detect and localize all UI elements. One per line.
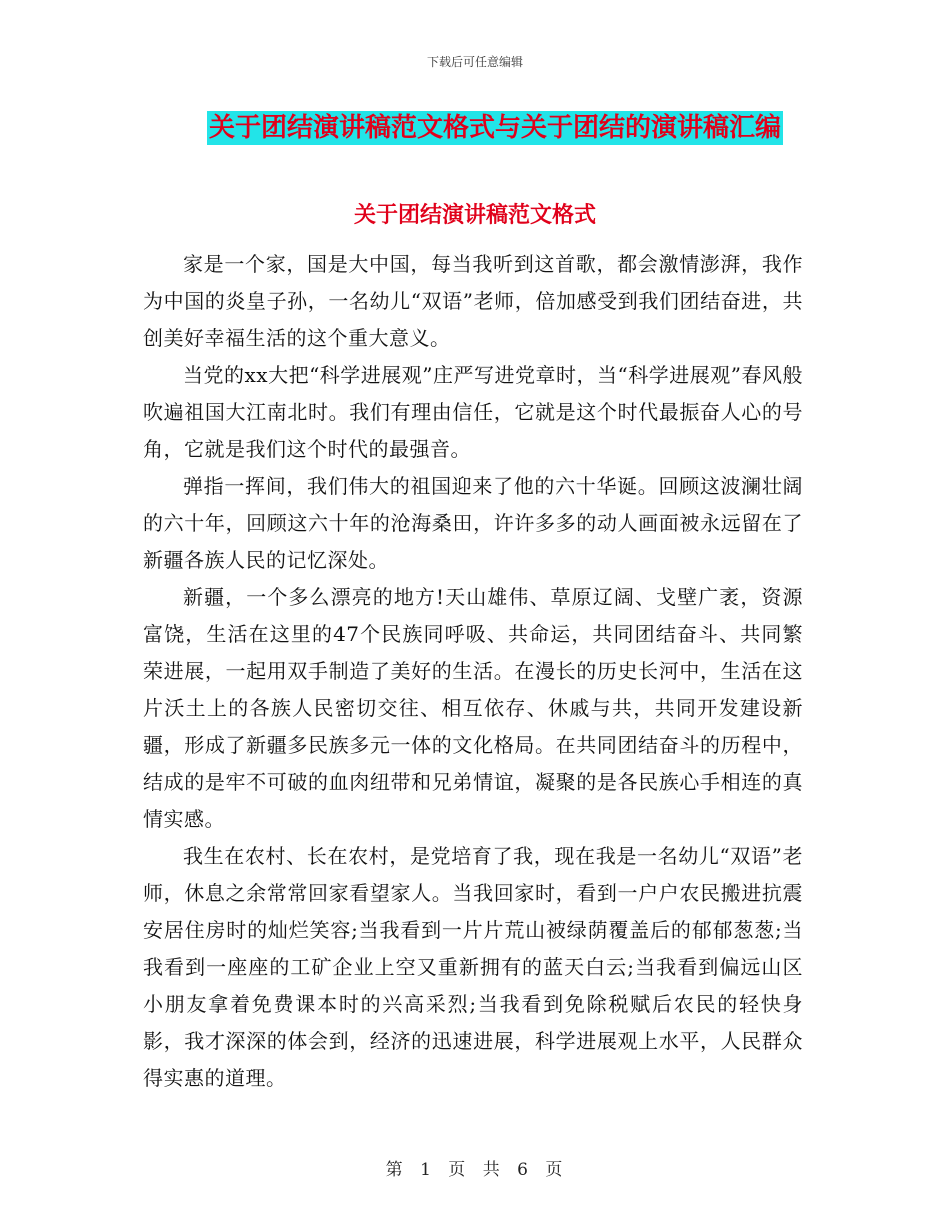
- paragraph: 新疆，一个多么漂亮的地方!天山雄伟、草原辽阔、戈壁广袤，资源富饶，生活在这里的47个民族同呼吸、共命运，共同团结奋斗、共同繁荣进展，一起用双手制造了美好的生活。在漫长的历史长河中，生活在这片沃土上的各族人民密切交往、相互依存、休戚与共，共同开发建设新疆，形成了新疆多民族多元一体的文化格局。在共同团结奋斗的历程中，结成的是牢不可破的血肉纽带和兄弟情谊，凝聚的是各民族心手相连的真情实感。: [143, 585, 803, 831]
- body-text: [143, 246, 803, 1097]
- header-note: 下载后可任意编辑: [426, 55, 523, 69]
- page-footer: [0, 1155, 950, 1180]
- main-title: 关于团结演讲稿范文格式与关于团结的演讲稿汇编: [209, 113, 782, 143]
- current-page-number: 1: [420, 1160, 433, 1180]
- footer-suffix: 页: [545, 1160, 565, 1180]
- paragraph: 弹指一挥间，我们伟大的祖国迎来了他的六十华诞。回顾这波澜壮阔的六十年，回顾这六十年的沧海桑田，许许多多的动人画面被永远留在了新疆各族人民的记忆深处。: [143, 474, 803, 572]
- section-title: 关于团结演讲稿范文格式: [353, 203, 596, 228]
- footer-prefix: 第: [385, 1160, 405, 1180]
- footer-middle1: 页: [448, 1160, 468, 1180]
- paragraph: 当党的xx大把“科学进展观”庄严写进党章时，当“科学进展观”春风般吹遍祖国大江南北时。我们有理由信任，它就是这个时代最振奋人心的号角，它就是我们这个时代的最强音。: [143, 363, 803, 461]
- main-title-container: [207, 111, 789, 145]
- paragraph: 我生在农村、长在农村，是党培育了我，现在我是一名幼儿“双语”老师，休息之余常常回家看望家人。当我回家时，看到一户户农民搬进抗震安居住房时的灿烂笑容;当我看到一片片荒山被绿荫覆盖后的郁郁葱葱;当我看到一座座的工矿企业上空又重新拥有的蓝天白云;当我看到偏远山区小朋友拿着免费课本时的兴高采烈;当我看到免除税赋后农民的轻快身影，我才深深的体会到，经济的迅速进展，科学进展观上水平，人民群众得实惠的道理。: [143, 844, 803, 1090]
- total-pages-number: 6: [517, 1160, 530, 1180]
- footer-middle2: 共: [482, 1160, 502, 1180]
- paragraph: 家是一个家，国是大中国，每当我听到这首歌，都会激情澎湃，我作为中国的炎皇子孙，一名幼儿“双语”老师，倍加感受到我们团结奋进，共创美好幸福生活的这个重大意义。: [143, 252, 803, 350]
